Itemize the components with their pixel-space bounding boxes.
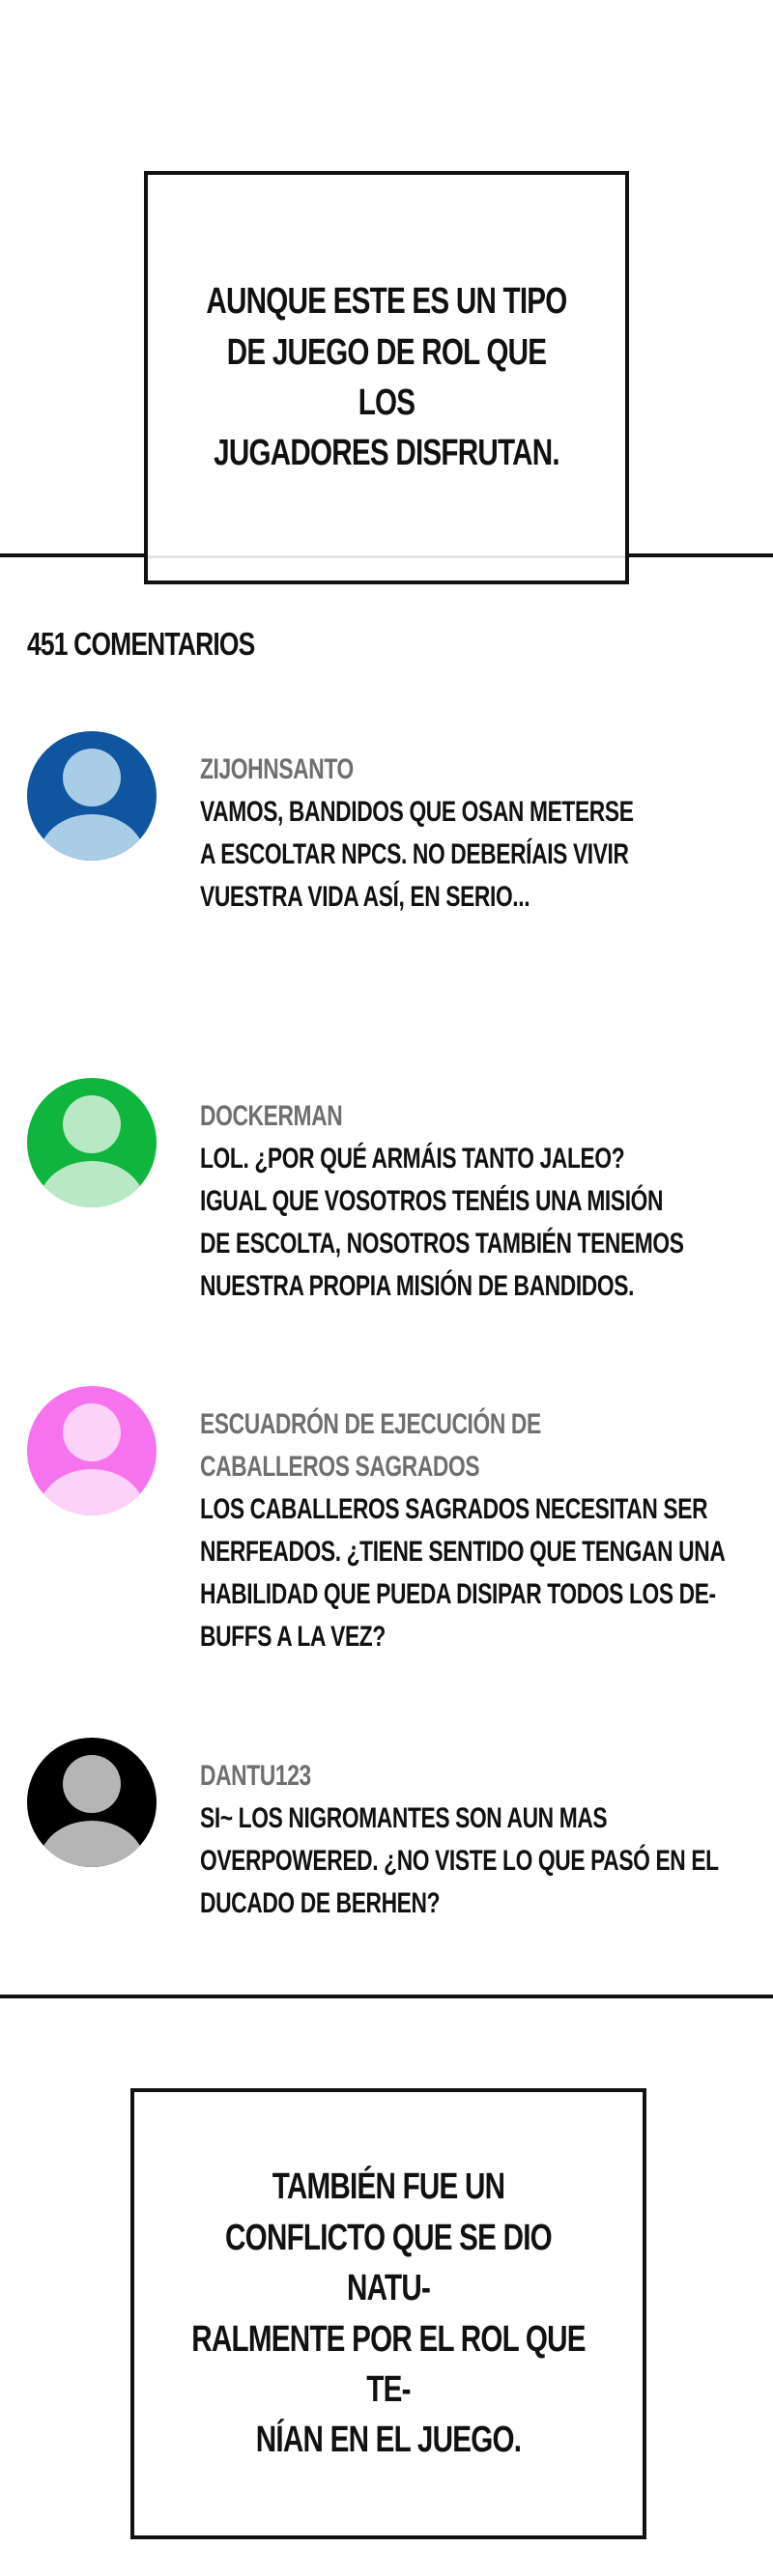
comment-content (200, 1095, 729, 1308)
comment-username[interactable]: DOCKERMAN (200, 1100, 343, 1132)
avatar-body (39, 1469, 145, 1515)
narration-box-top (144, 171, 629, 584)
comment-item (0, 731, 773, 924)
narration-box-bottom (130, 2088, 646, 2539)
user-avatar-icon[interactable] (27, 1078, 157, 1207)
comment-text: SI~ LOS NIGROMANTES SON AUN MAS OVERPOWERED. ¿NO VISTE LO QUE PASÓ EN EL DUCADO DE BERHEN? (200, 1802, 719, 1919)
avatar-head (63, 1403, 121, 1461)
avatar-head (63, 1755, 121, 1813)
avatar-body (39, 1161, 145, 1207)
comment-count: 451 COMENTARIOS (27, 626, 255, 662)
narration-text-top: AUNQUE ESTE ES UN TIPO DE JUEGO DE ROL QUE LOS JUGADORES DISFRUTAN. (206, 281, 567, 474)
user-avatar-icon[interactable] (27, 1386, 157, 1515)
comment-item (0, 1738, 773, 1931)
comment-text: LOS CABALLEROS SAGRADOS NECESITAN SER NERFEADOS. ¿TIENE SENTIDO QUE TENGAN UNA HABILIDAD QUE PUEDA DISIPAR TODOS LOS DE- BUFFS A LA VEZ? (200, 1493, 726, 1653)
comment-text: LOL. ¿POR QUÉ ARMÁIS TANTO JALEO? IGUAL QUE VOSOTROS TENÉIS UNA MISIÓN DE ESCOLTA, NOSOTROS TAMBIÉN TENEMOS NUESTRA PROPIA MISIÓN DE BANDIDOS. (200, 1143, 684, 1302)
comment-username[interactable]: DANTU123 (200, 1760, 311, 1792)
comment-content (200, 749, 729, 919)
comment-username[interactable]: ESCUADRÓN DE EJECUCIÓN DE CABALLEROS SAGRADOS (200, 1408, 541, 1483)
comment-content (200, 1403, 729, 1658)
avatar-body (39, 1821, 145, 1867)
avatar-body (39, 814, 145, 861)
comment-item (0, 1386, 773, 1666)
comment-text: VAMOS, BANDIDOS QUE OSAN METERSE A ESCOLTAR NPCS. NO DEBERÍAIS VIVIR VUESTRA VIDA ASÍ, EN SERIO... (200, 796, 634, 913)
comment-username[interactable]: ZIJOHNSANTO (200, 753, 354, 785)
user-avatar-icon[interactable] (27, 1738, 157, 1867)
panel-divider-bottom (0, 1995, 773, 1998)
panel-edge-shadow (148, 555, 625, 558)
comment-content (200, 1755, 729, 1925)
user-avatar-icon[interactable] (27, 731, 157, 861)
comment-item (0, 1078, 773, 1310)
avatar-head (63, 1095, 121, 1153)
narration-text-bottom: TAMBIÉN FUE UN CONFLICTO QUE SE DIO NATU- RALMENTE POR EL ROL QUE TE- NÍAN EN EL JUEGO. (191, 2166, 586, 2461)
avatar-head (63, 749, 121, 807)
